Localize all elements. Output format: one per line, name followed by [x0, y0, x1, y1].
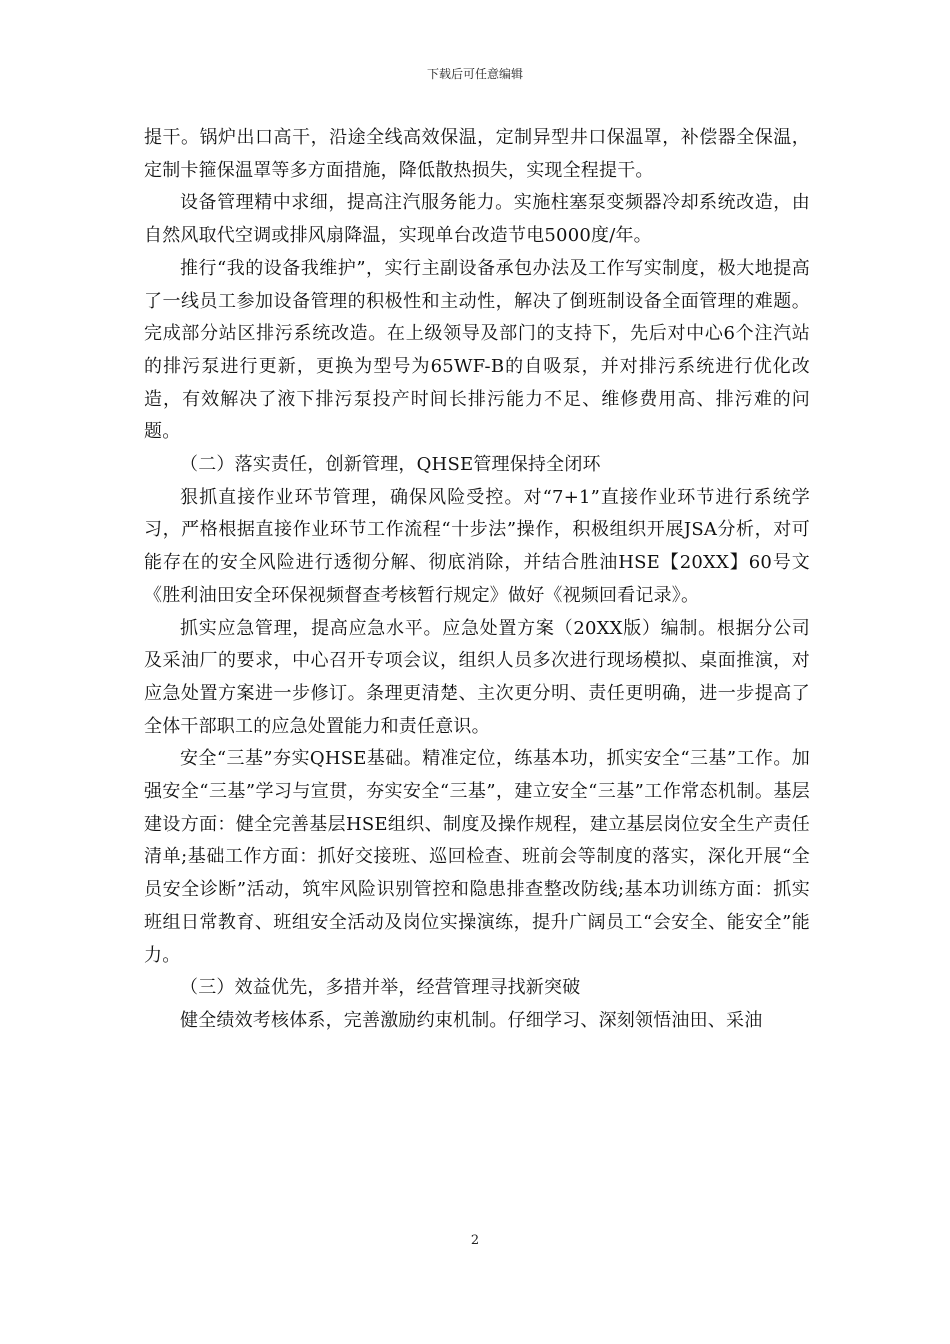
- page-number: 2: [470, 1233, 480, 1248]
- paragraph-6: 安全“三基”夯实QHSE基础。精准定位，练基本功，抓实安全“三基”工作。加强安全“三基”学习与宣贯，夯实安全“三基”，建立安全“三基”工作常态机制。基层建设方面：健全完善基层HSE组织、制度及操作规程，建立基层岗位安全生产责任清单;基础工作方面：抓好交接班、巡回检查、班前会等制度的落实，深化开展“全员安全诊断”活动，筑牢风险识别管控和隐患排查整改防线;基本功训练方面：抓实班组日常教育、班组安全活动及岗位实操演练，提升广阔员工“会安全、能安全”能力。: [144, 748, 810, 966]
- page-header: 下载后可任意编辑: [426, 67, 523, 81]
- paragraph-1: 提干。锅炉出口高干，沿途全线高效保温，定制异型井口保温罩，补偿器全保温，定制卡箍保温罩等多方面措施，降低散热损失，实现全程提干。: [144, 127, 810, 181]
- paragraph-3: 推行“我的设备我维护”，实行主副设备承包办法及工作写实制度，极大地提高了一线员工参加设备管理的积极性和主动性，解决了倒班制设备全面管理的难题。完成部分站区排污系统改造。在上级领导及部门的支持下，先后对中心6个注汽站的排污泵进行更新，更换为型号为65WF-B的自吸泵，并对排污系统进行优化改造，有效解决了液下排污泵投产时间长排污能力不足、维修费用高、排污难的问题。: [144, 257, 810, 443]
- paragraph-4: 狠抓直接作业环节管理，确保风险受控。对“7+1”直接作业环节进行系统学习，严格根据直接作业环节工作流程“十步法”操作，积极组织开展JSA分析，对可能存在的安全风险进行透彻分解、彻底消除，并结合胜油HSE【20XX】60号文《胜利油田安全环保视频督查考核暂行规定》做好《视频回看记录》。: [144, 486, 810, 606]
- paragraph-2: 设备管理精中求细，提高注汽服务能力。实施柱塞泵变频器冷却系统改造，由自然风取代空调或排风扇降温，实现单台改造节电5000度/年。: [144, 192, 810, 247]
- paragraph-7: 健全绩效考核体系，完善激励约束机制。仔细学习、深刻领悟油田、采油: [180, 1009, 763, 1031]
- document-body: [144, 122, 810, 1038]
- paragraph-5: 抓实应急管理，提高应急水平。应急处置方案（20XX版）编制。根据分公司及采油厂的要求，中心召开专项会议，组织人员多次进行现场模拟、桌面推演，对应急处置方案进一步修订。条理更清楚、主次更分明、责任更明确，进一步提高了全体干部职工的应急处置能力和责任意识。: [144, 617, 810, 737]
- section-heading-2: （二）落实责任，创新管理，QHSE管理保持全闭环: [180, 454, 601, 476]
- section-heading-3: （三）效益优先，多措并举，经营管理寻找新突破: [180, 977, 581, 999]
